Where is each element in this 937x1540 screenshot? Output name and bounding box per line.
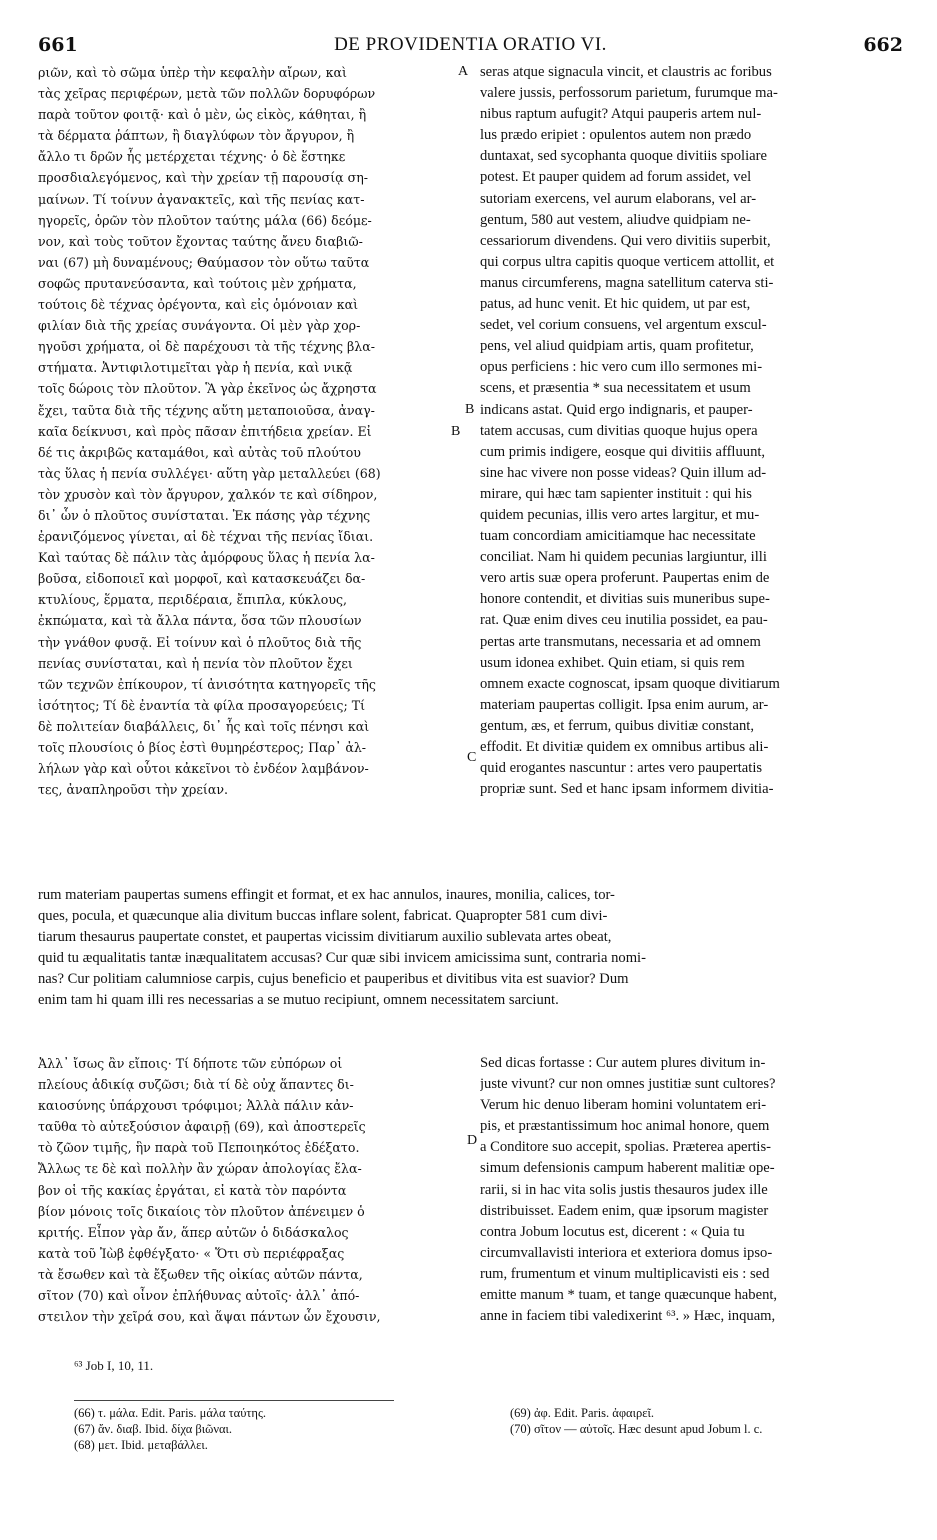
text-line: pertas arte transmutans, necessaria et ad omnem (480, 633, 761, 650)
margin-marker-b-inline: B (451, 424, 461, 439)
text-line: honore contendit, et divitias suis muneribus supe- (480, 591, 770, 608)
text-line: scens, et præsentia * sua necessitatem et usum (480, 380, 751, 397)
text-line: Ἀλλ᾽ ἴσως ἂν εἴποις· Τί δήποτε τῶν εὐπόρων οἱ (38, 1056, 343, 1071)
text-line: πενίας συνίσταται, καὶ ἡ πενία τὸν πλοῦτον ἔχει (38, 655, 353, 671)
text-line: ναι (67) μὴ δυναμένους; Θαύμασον τὸν οὕτω ταῦτα (38, 254, 370, 270)
text-line: λήλων γὰρ καὶ οὗτοι κἀκεῖνοι τὸ ἐνδέον λαμβάνον- (38, 761, 369, 777)
text-line: βίον μόνοις τοῖς δικαίοις τὸν πλοῦτον ἀπένειμεν ὁ (38, 1203, 365, 1219)
text-line: tatem accusas, cum divitias quoque hujus opera (480, 422, 758, 439)
text-line: (66) τ. μάλα. Edit. Paris. μάλα ταύτης. (74, 1406, 267, 1420)
running-header (38, 34, 903, 60)
text-line: rum, frumentum et vinum multiplicavisti eis : sed (480, 1265, 770, 1282)
text-line: τοῖς δώροις τὸν πλοῦτον. Ἃ γὰρ ἐκεῖνος ὡς ἄχρηστα (38, 381, 377, 397)
text-line: rum materiam paupertas sumens effingit et format, et ex hac annulos, inaures, monilia, calices, tor- (38, 887, 615, 903)
textual-notes-right (510, 1405, 762, 1437)
latin-column-lower (480, 1053, 905, 1327)
text-line: quid erogantes nascuntur : artes vero paupertatis (480, 760, 763, 777)
text-line: φιλίαν διὰ τῆς χρείας συνάγοντα. Οἱ μὲν γὰρ χορ- (38, 318, 361, 334)
text-line: μαίνων. Τί τοίνυν ἀγανακτεῖς, καὶ τῆς πενίας κατ- (38, 191, 365, 207)
text-line: pens, vel aliud quidpiam artis, quam profitetur, (480, 338, 754, 355)
text-line: valere jussis, perfossorum parietum, furumque ma- (480, 85, 778, 102)
text-line: τὰς χεῖρας περιφέρων, μετὰ τῶν πολλῶν δορυφόρων (38, 86, 376, 102)
text-line: mirare, qui hæc tam sapienter instituit : qui his (480, 485, 752, 502)
text-line: ἰσότητος; Τί δὲ ἐναντία τὰ φίλα προσαγορεύεις; Τί (38, 697, 366, 713)
text-line: κτυλίους, ἕρματα, περιδέραια, ἔπιπλα, κύκλους, (38, 592, 348, 608)
text-line: simum defensionis campum haberent malitiæ ope- (480, 1160, 775, 1177)
text-line: δὲ πολιτείαν διαβάλλεις, δι᾽ ἧς καὶ τοῖς πένησι καὶ (38, 718, 370, 734)
text-line: τοῖς πλουσίοις ὁ βίος ἐστὶ θυμηρέστερος; Παρ᾽ ἀλ- (38, 740, 367, 755)
text-line: contra Jobum locutus est, dicerent : « Quia tu (480, 1223, 745, 1240)
text-line: δι᾽ ὧν ὁ πλοῦτος συνίσταται. Ἐκ πάσης γὰρ τέχνης (38, 507, 371, 523)
text-line: potest. Et pauper quidem ad forum assidet, vel (480, 169, 752, 186)
text-line: sine hac vivere non posse videas? Quin illum ad- (480, 464, 767, 481)
textual-notes-left (74, 1405, 266, 1453)
text-line: juste vivunt? cur non omnes justitiæ sunt cultores? (480, 1076, 776, 1093)
text-line: τὰ ἔσωθεν καὶ τὰ ἔξωθεν τῆς οἰκίας αὐτῶν πάντα, (38, 1266, 363, 1282)
text-line: nas? Cur politiam calumniose carpis, cujus beneficio et pauperibus et divitibus vita est suavior? Dum (38, 971, 629, 988)
text-line: cum primis indigere, eosque qui divitiis affluunt, (480, 443, 766, 460)
margin-marker-c: C (467, 750, 477, 765)
margin-marker-d: D (467, 1133, 478, 1148)
text-line: qui corpus ultra capitis quoque verticem attollit, et (480, 253, 775, 270)
text-line: lus prædo eripiet : opulentos autem non prædo (480, 127, 752, 144)
text-line: usum idonea exhibet. Quin etiam, si quis rem (480, 654, 745, 671)
text-line: τες, ἀναπληροῦσι τὴν χρείαν. (38, 782, 229, 798)
text-line: ηγορεῖς, ὁρῶν τὸν πλοῦτον ταύτης μάλα (66) δεόμε- (38, 212, 372, 228)
text-line: manus circumferens, magna satellitum caterva sti- (480, 274, 774, 291)
page-number-right: 662 (863, 34, 903, 56)
text-line: patus, ad hunc venit. Et hic quidem, ut par est, (480, 296, 751, 313)
text-line: (70) σῖτον — αὐτοῖς. Hæc desunt apud Jobum l. c. (510, 1422, 763, 1436)
text-line: a Conditore suo accepit, spolias. Præterea apertis- (480, 1139, 771, 1156)
text-line: τὸ ζῶον τιμῆς, ἣν παρὰ τοῦ Πεποιηκότος ἐδέξατο. (38, 1140, 360, 1156)
text-line: pis, et præstantissimum hoc animal honore, quem (480, 1118, 770, 1135)
text-line: duntaxat, sed sycophanta quoque divitiis spoliare (480, 148, 767, 165)
text-line: indicans astat. Quid ergo indignaris, et pauper- (480, 401, 753, 418)
text-line: παρὰ τοῦτον φοιτᾷ· καὶ ὁ μὲν, ὡς εἰκὸς, κάθηται, ἢ (38, 107, 367, 123)
text-line: ταῦθα τὸ αὐτεξούσιον ἀφαιρῇ (69), καὶ ἀποστερεῖς (38, 1119, 366, 1135)
running-title: DE PROVIDENTIA ORATIO VI. (334, 34, 607, 55)
text-line: στειλον τὴν χεῖρά σου, καὶ ἅψαι πάντων ὧν ἔχουσιν, (38, 1309, 381, 1325)
text-line: circumvallavisti interiora et exteriora domus ipso- (480, 1244, 773, 1261)
text-line: (69) ἀφ. Edit. Paris. ἀφαιρεῖ. (510, 1406, 654, 1420)
text-line: στήματα. Ἀντιφιλοτιμεῖται γὰρ ἡ πενία, καὶ νικᾷ (38, 360, 353, 376)
text-line: Verum hic denuo liberam homini voluntatem eri- (480, 1097, 767, 1114)
text-line: vero artis suæ opera proferunt. Paupertas enim de (480, 570, 770, 587)
latin-full-width-paragraph (38, 885, 905, 1012)
page-number-left: 661 (38, 34, 78, 56)
text-line: πλείους ἀδικίᾳ συζῶσι; διὰ τί δὲ οὐχ ἅπαντες δι- (38, 1077, 354, 1093)
text-line: τούτοις δὲ τέχνας ὀρέγοντα, καὶ εἰς ὁμόνοιαν καὶ (38, 297, 359, 313)
text-line: τὴν γνάθον φυσᾷ. Εἰ τοίνυν καὶ ὁ πλοῦτος διὰ τῆς (38, 634, 362, 650)
text-line: τὸν χρυσὸν καὶ τὸν ἄργυρον, χαλκόν τε καὶ σίδηρον, (38, 486, 378, 502)
greek-column-lower (38, 1053, 458, 1327)
text-line: cessariorum divendens. Qui vero divitiis superbit, (480, 232, 771, 249)
footnote-divider (74, 1400, 394, 1401)
text-line: quidem pecunias, illis vero artes largitur, et mu- (480, 506, 760, 523)
text-line: opus perficiens : hic vero cum illo sermones mi- (480, 359, 763, 376)
latin-column-upper (480, 62, 905, 800)
margin-marker-b: B (465, 402, 475, 417)
text-line: κριτής. Εἶπον γὰρ ἄν, ἅπερ αὐτῶν ὁ διδάσκαλος (38, 1224, 349, 1240)
text-line: ἄλλο τι δρῶν ἧς μετέρχεται τέχνης· ὁ δὲ ἕστηκε (38, 149, 346, 165)
text-line: effodit. Et divitiæ quidem ex omnibus artibus ali- (480, 739, 769, 755)
text-line: conciliat. Nam hi quidem pecunias largiuntur, illi (480, 549, 767, 566)
text-line: materiam paupertas colligit. Ipsa enim aurum, ar- (480, 696, 769, 713)
text-line: Sed dicas fortasse : Cur autem plures divitum in- (480, 1055, 766, 1071)
text-line: gentum, æs, et ferrum, quibus divitiæ constant, (480, 717, 755, 734)
margin-marker-a: A (458, 64, 469, 79)
text-line: προσδιαλεγόμενος, καὶ τὴν χρείαν τῇ παρουσίᾳ ση- (38, 170, 369, 186)
text-line: σοφῶς πρυτανεύσαντα, καὶ τούτοις μὲν χρήματα, (38, 275, 357, 291)
text-line: quid tu æqualitatis tantæ inæqualitatem accusas? Cur quæ sibi invicem amicissima sunt, contraria nomi- (38, 950, 646, 967)
text-line: ἐρανιζόμενος γίνεται, αἱ δὲ τέχναι τῆς πενίας ἴδιαι. (38, 529, 374, 545)
text-line: τῶν τεχνῶν ἐπίκουρον, τί ἀνισότητα κατηγορεῖς τῆς (38, 676, 376, 692)
text-line: κατὰ τοῦ Ἰὼβ ἐφθέγξατο· « Ὅτι σὺ περιέφραξας (38, 1245, 345, 1261)
text-line: rat. Quæ enim dives ceu inutilia possidet, ea pau- (480, 612, 768, 629)
text-line: (67) ἄν. διαβ. Ibid. δίχα βιῶναι. (74, 1422, 233, 1436)
text-line: σῖτον (70) καὶ οἶνον ἐπλήθυνας αὐτοῖς· ἀλλ᾽ ἀπό- (38, 1288, 360, 1304)
text-line: βον οἱ τῆς κακίας ἐργάται, εἰ κατὰ τὸν παρόντα (38, 1182, 347, 1198)
text-line: seras atque signacula vincit, et claustris ac foribus (480, 64, 772, 80)
text-line: tiarum thesaurus paupertate constet, et paupertas vicissim divitiarum auxilio sublevata artes obeat, (38, 929, 612, 946)
text-line: rarii, si in hac vita solis justis thesauros judex ille (480, 1181, 768, 1198)
text-line: τὰς ὕλας ἡ πενία συλλέγει· αὕτη γὰρ μεταλλεύει (68) (38, 465, 381, 481)
text-line: ἔχει, ταῦτα διὰ τῆς τέχνης αὕτη μεταποιοῦσα, ἀναγ- (38, 402, 375, 418)
text-line: distribuisset. Eadem enim, quæ ipsorum magister (480, 1202, 769, 1219)
text-line: omnem exacte cognoscat, ipsam quoque divitiarum (480, 675, 780, 692)
text-line: gentum, 580 aut vestem, aliudve quidpiam ne- (480, 211, 751, 228)
text-line: καῖα δείκνυσι, καὶ πρὸς πᾶσαν ἐπιτήδεια χρείαν. Εἰ (38, 423, 372, 439)
text-line: ἐκπώματα, καὶ τὰ ἄλλα πάντα, ὅσα τῶν πλουσίων (38, 613, 362, 629)
text-line: Καὶ ταύτας δὲ πάλιν τὰς ἀμόρφους ὕλας ἡ πενία λα- (38, 550, 375, 566)
text-line: βοῦσα, εἰδοποιεῖ καὶ μορφοῖ, καὶ κατασκευάζει δα- (38, 571, 366, 587)
text-line: emitte manum * tuam, et tange quæcunque habent, (480, 1287, 778, 1304)
text-line: enim tam hi quam illi res necessarias a se mutuo recipiunt, omnem necessitatem sarciunt. (38, 992, 559, 1009)
text-line: ηγοῦσι χρήματα, οἱ δὲ παρέχουσι τὰ τῆς τέχνης βλα- (38, 339, 376, 355)
text-line: tuam concordiam amicitiamque hac necessitate (480, 528, 756, 545)
text-line: καιοσύνης ὑπάρχουσι τρόφιμοι; Ἀλλὰ πάλιν κἀν- (38, 1098, 354, 1114)
text-line: Ἄλλως τε δὲ καὶ πολλὴν ἂν χώραν ἀπολογίας ἔλα- (38, 1161, 362, 1177)
text-line: propriæ sunt. Sed et hanc ipsam informem divitia- (480, 781, 774, 798)
text-line: anne in faciem tibi valedixerint ⁶³. » Hæc, inquam, (480, 1308, 776, 1325)
greek-column-upper (38, 62, 461, 800)
scripture-footnote: ⁶³ Job I, 10, 11. (74, 1358, 154, 1373)
text-line: τὰ δέρματα ῥάπτων, ἢ διαγλύφων τὸν ἄργυρον, ἢ (38, 128, 355, 144)
text-line: νον, καὶ τοὺς τοῦτον ἔχοντας ταύτης ἄνευ διαβιῶ- (38, 233, 363, 249)
text-line: (68) μετ. Ibid. μεταβάλλει. (74, 1438, 208, 1452)
text-line: sedet, vel corium consuens, vel argentum exscul- (480, 317, 767, 334)
text-line: ριῶν, καὶ τὸ σῶμα ὑπὲρ τὴν κεφαλὴν αἴρων, καὶ (38, 65, 347, 80)
text-line: nibus raptum aufugit? Atqui pauperis artem nul- (480, 106, 762, 123)
text-line: ques, pocula, et quæcunque alia divitum buccas inflare solent, fabricat. Quapropter 581 cum divi- (38, 908, 608, 925)
text-line: sutoriam exercens, vel aurum elaborans, vel ar- (480, 190, 757, 207)
text-line: δέ τις ἀκριβῶς καταμάθοι, καὶ αὐτὰς τοῦ πλούτου (38, 444, 361, 460)
